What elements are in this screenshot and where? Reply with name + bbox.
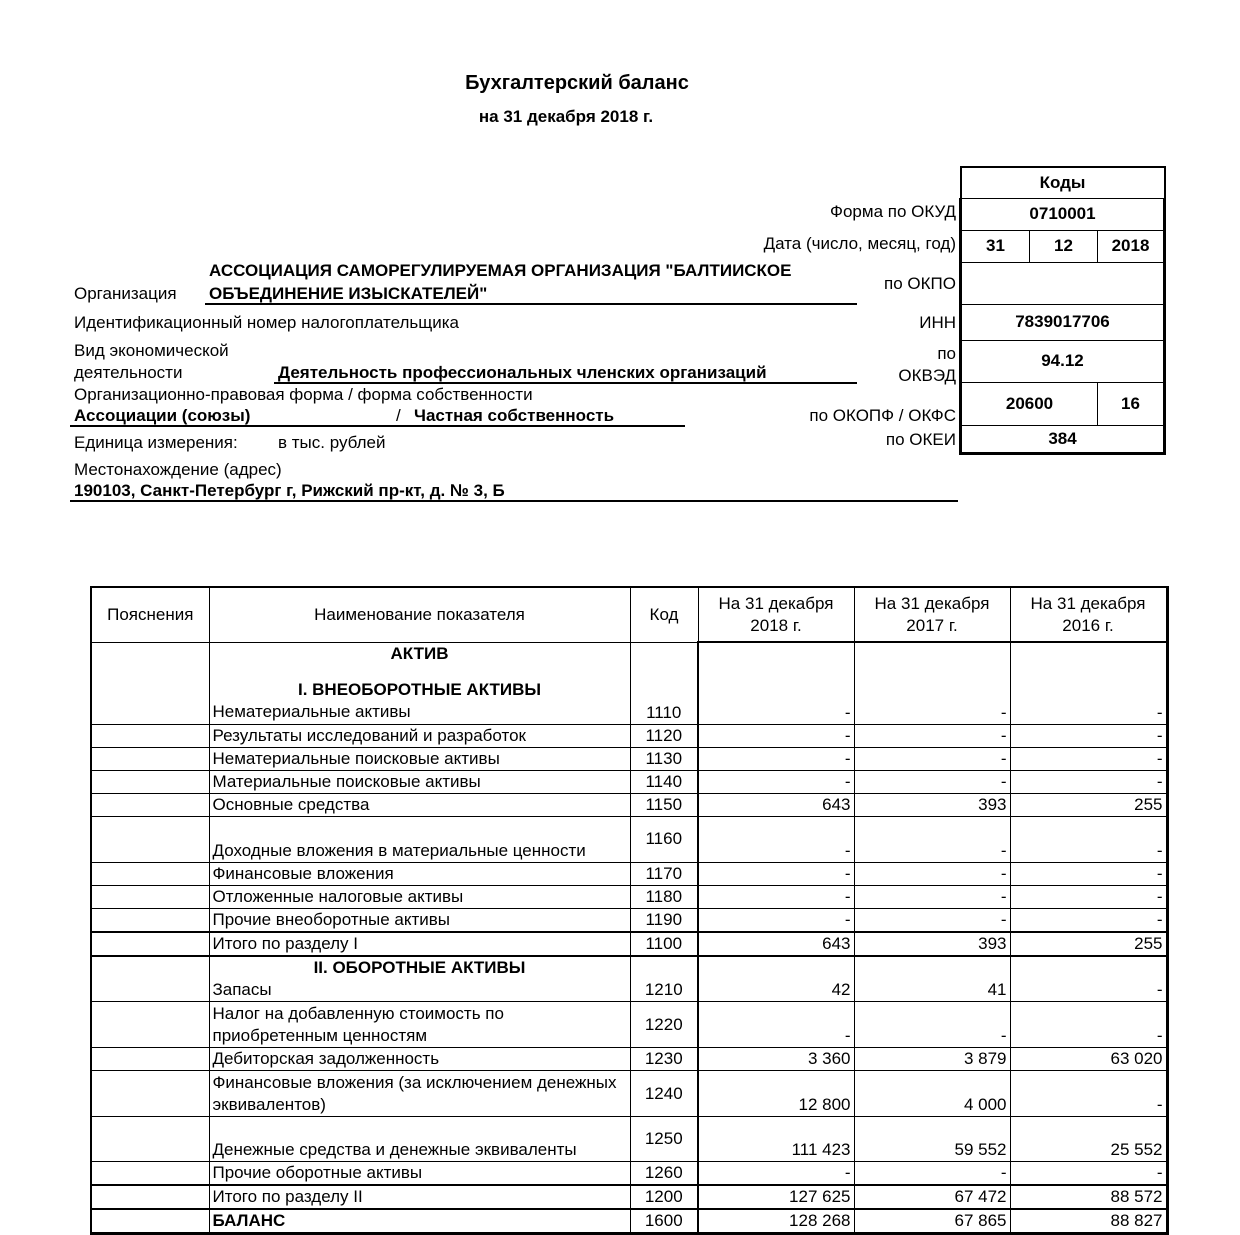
okfs-code: 16 (1098, 382, 1165, 425)
okpo-code (961, 262, 1165, 304)
notes-cell (91, 956, 209, 1002)
row-value-2018: - (698, 1162, 854, 1186)
okopf-label: по ОКОПФ / ОКФС (809, 406, 956, 425)
notes-cell (91, 1117, 209, 1162)
row-value-2016: - (1010, 862, 1167, 885)
row-code: 1260 (630, 1162, 698, 1186)
okei-code: 384 (961, 425, 1165, 453)
table-header-row (91, 587, 1167, 642)
notes-cell (91, 908, 209, 932)
address-value: 190103, Санкт-Петербург г, Рижский пр-кт, д. № 3, Б (74, 481, 505, 500)
row-value-2018: - (698, 724, 854, 747)
row-value-2016: 63 020 (1010, 1048, 1167, 1071)
row-name: Результаты исследований и разработок (209, 724, 630, 747)
activity-label-1: Вид экономической (74, 341, 229, 360)
legal-form-value: Ассоциации (союзы) (74, 406, 251, 425)
row-value-2017: 4 000 (854, 1071, 1010, 1117)
row-value-2017: - (854, 862, 1010, 885)
row-name: Основные средства (209, 793, 630, 816)
inn-code-label: ИНН (919, 313, 956, 332)
row-name: Материальные поисковые активы (209, 770, 630, 793)
row-name: Нематериальные поисковые активы (209, 747, 630, 770)
row-name: БАЛАНС (209, 1209, 630, 1234)
row-value-2018: 42 (698, 956, 854, 1002)
row-code: 1250 (630, 1117, 698, 1162)
row-name: Финансовые вложения (за исключением денежных эквивалентов) (209, 1071, 630, 1117)
row-value-2018: 643 (698, 932, 854, 956)
row-code: 1120 (630, 724, 698, 747)
row-value-2018: 3 360 (698, 1048, 854, 1071)
row-value-2016: 88 572 (1010, 1185, 1167, 1209)
row-value-2016: - (1010, 770, 1167, 793)
notes-cell (91, 724, 209, 747)
row-value-2016: 255 (1010, 793, 1167, 816)
table-row (91, 1162, 1167, 1186)
inn-label: Идентификационный номер налогоплательщика (74, 313, 459, 332)
row-value-2017: - (854, 816, 1010, 862)
row-value-2016: - (1010, 1162, 1167, 1186)
row-value-2018: - (698, 908, 854, 932)
section-1-title: I. ВНЕОБОРОТНЫЕ АКТИВЫ (297, 679, 542, 699)
row-code: 1200 (630, 1185, 698, 1209)
row-name: Денежные средства и денежные эквиваленты (209, 1117, 630, 1162)
row-value-2016: - (1010, 1071, 1167, 1117)
row-code: 1190 (630, 908, 698, 932)
row-value-2017: 67 865 (854, 1209, 1010, 1234)
row-code: 1100 (630, 932, 698, 956)
notes-cell (91, 1071, 209, 1117)
row-value-2017: 393 (854, 932, 1010, 956)
row-name: Отложенные налоговые активы (209, 885, 630, 908)
row-value-2017: 3 879 (854, 1048, 1010, 1071)
row-value-2017: - (854, 724, 1010, 747)
row-value-2016: - (1010, 724, 1167, 747)
table-row (91, 1071, 1167, 1117)
row-name: Прочие внеоборотные активы (209, 908, 630, 932)
row-value-2016: - (1010, 956, 1167, 1002)
row-value-2016: - (1010, 747, 1167, 770)
date-day: 31 (961, 230, 1030, 262)
row-value-2018: - (698, 1002, 854, 1048)
row-value-2017: - (854, 1002, 1010, 1048)
row-value-2017: - (854, 747, 1010, 770)
row-code: 1160 (630, 816, 698, 862)
address-underline (70, 500, 958, 502)
row-name: Дебиторская задолженность (209, 1048, 630, 1071)
notes-cell (91, 770, 209, 793)
row-value-2018: - (698, 642, 854, 724)
legal-form-underline (70, 425, 685, 427)
table-row (91, 908, 1167, 932)
row-name (209, 642, 630, 724)
activity-value: Деятельность профессиональных членских организаций (278, 363, 767, 382)
row-value-2018: - (698, 770, 854, 793)
row-name: Итого по разделу I (209, 932, 630, 956)
row-value-2017: - (854, 770, 1010, 793)
notes-cell (91, 793, 209, 816)
row-value-2017: 41 (854, 956, 1010, 1002)
notes-cell (91, 747, 209, 770)
col-header-notes: Пояснения (91, 587, 209, 642)
okopf-code: 20600 (961, 382, 1098, 425)
page-subtitle: на 31 декабря 2018 г. (478, 107, 654, 126)
notes-cell (91, 816, 209, 862)
notes-cell (91, 885, 209, 908)
legal-form-label: Организационно-правовая форма / форма собственности (74, 385, 533, 404)
row-value-2018: - (698, 885, 854, 908)
row-value-2016: 88 827 (1010, 1209, 1167, 1234)
row-value-2018: - (698, 747, 854, 770)
okud-code: 0710001 (961, 198, 1165, 230)
org-name-line1: АССОЦИАЦИЯ САМОРЕГУЛИРУЕМАЯ ОРГАНИЗАЦИЯ "БАЛТИИСКОЕ (209, 261, 792, 280)
notes-cell (91, 932, 209, 956)
row-value-2017: - (854, 908, 1010, 932)
codes-box (959, 166, 1166, 455)
row-value-2017: 59 552 (854, 1117, 1010, 1162)
notes-cell (91, 1048, 209, 1071)
row-code: 1600 (630, 1209, 698, 1234)
section-asset-title: АКТИВ (390, 643, 449, 663)
table-row (91, 793, 1167, 816)
activity-underline (274, 382, 857, 384)
table-row (91, 642, 1167, 724)
table-row (91, 932, 1167, 956)
row-code: 1240 (630, 1071, 698, 1117)
row-value-2018: 12 800 (698, 1071, 854, 1117)
notes-cell (91, 642, 209, 724)
unit-value: в тыс. рублей (278, 433, 386, 452)
notes-cell (91, 1002, 209, 1048)
org-underline (205, 303, 857, 305)
row-name-first: Нематериальные активы (212, 701, 411, 721)
table-row (91, 885, 1167, 908)
row-name: Налог на добавленную стоимость по приобретенным ценностям (209, 1002, 630, 1048)
table-row (91, 816, 1167, 862)
col-header-2018: На 31 декабря 2018 г. (698, 587, 854, 642)
date-label: Дата (число, месяц, год) (763, 234, 956, 253)
table-row (91, 1185, 1167, 1209)
row-name: Финансовые вложения (209, 862, 630, 885)
row-code: 1150 (630, 793, 698, 816)
page-title: Бухгалтерский баланс (465, 72, 689, 94)
row-value-2017: - (854, 1162, 1010, 1186)
section-2-title: II. ОБОРОТНЫЕ АКТИВЫ (313, 958, 526, 977)
row-name: Прочие оборотные активы (209, 1162, 630, 1186)
inn-code: 7839017706 (961, 304, 1165, 340)
table-row (91, 747, 1167, 770)
row-value-2017: 67 472 (854, 1185, 1010, 1209)
row-value-2018: - (698, 862, 854, 885)
row-value-2016: - (1010, 885, 1167, 908)
okud-label: Форма по ОКУД (830, 202, 956, 221)
row-code: 1140 (630, 770, 698, 793)
date-month: 12 (1030, 230, 1098, 262)
row-value-2016: - (1010, 642, 1167, 724)
table-row (91, 724, 1167, 747)
notes-cell (91, 862, 209, 885)
row-value-2016: - (1010, 908, 1167, 932)
row-value-2017: - (854, 642, 1010, 724)
row-value-2018: 643 (698, 793, 854, 816)
row-value-2016: - (1010, 1002, 1167, 1048)
unit-label: Единица измерения: (74, 433, 238, 452)
address-label: Местонахождение (адрес) (74, 460, 282, 479)
row-name: Доходные вложения в материальные ценности (209, 816, 630, 862)
table-row (91, 862, 1167, 885)
row-value-2016: 25 552 (1010, 1117, 1167, 1162)
okved-code: 94.12 (961, 340, 1165, 382)
row-value-2018: 111 423 (698, 1117, 854, 1162)
okpo-label: по ОКПО (884, 274, 956, 293)
row-code: 1180 (630, 885, 698, 908)
activity-label-2: деятельности (74, 363, 183, 382)
ownership-value: Частная собственность (414, 406, 615, 425)
balance-table (90, 586, 1169, 1235)
row-name-first: Запасы (212, 980, 272, 999)
row-code: 1220 (630, 1002, 698, 1048)
row-value-2016: 255 (1010, 932, 1167, 956)
okved-label-1: по (937, 344, 956, 363)
legal-form-slash: / (396, 406, 401, 425)
okved-label-2: ОКВЭД (898, 366, 956, 385)
table-row (91, 770, 1167, 793)
table-row (91, 1048, 1167, 1071)
row-code: 1230 (630, 1048, 698, 1071)
col-header-2016: На 31 декабря 2016 г. (1010, 587, 1167, 642)
table-row (91, 1002, 1167, 1048)
org-name-line2: ОБЪЕДИНЕНИЕ ИЗЫСКАТЕЛЕЙ" (209, 284, 488, 303)
notes-cell (91, 1162, 209, 1186)
row-value-2018: 128 268 (698, 1209, 854, 1234)
row-code: 1170 (630, 862, 698, 885)
table-row (91, 1209, 1167, 1234)
codes-header: Коды (961, 167, 1165, 198)
okei-label: по ОКЕИ (885, 430, 956, 449)
row-value-2018: 127 625 (698, 1185, 854, 1209)
org-label: Организация (74, 284, 177, 303)
row-code: 1130 (630, 747, 698, 770)
col-header-name: Наименование показателя (209, 587, 630, 642)
row-value-2017: 393 (854, 793, 1010, 816)
table-row (91, 1117, 1167, 1162)
row-code: 1210 (630, 956, 698, 1002)
row-code: 1110 (630, 642, 698, 724)
row-value-2017: - (854, 885, 1010, 908)
col-header-code: Код (630, 587, 698, 642)
row-name (209, 956, 630, 1002)
row-value-2016: - (1010, 816, 1167, 862)
date-year: 2018 (1098, 230, 1165, 262)
row-value-2018: - (698, 816, 854, 862)
col-header-2017: На 31 декабря 2017 г. (854, 587, 1010, 642)
row-name: Итого по разделу II (209, 1185, 630, 1209)
notes-cell (91, 1209, 209, 1234)
table-row (91, 956, 1167, 1002)
notes-cell (91, 1185, 209, 1209)
